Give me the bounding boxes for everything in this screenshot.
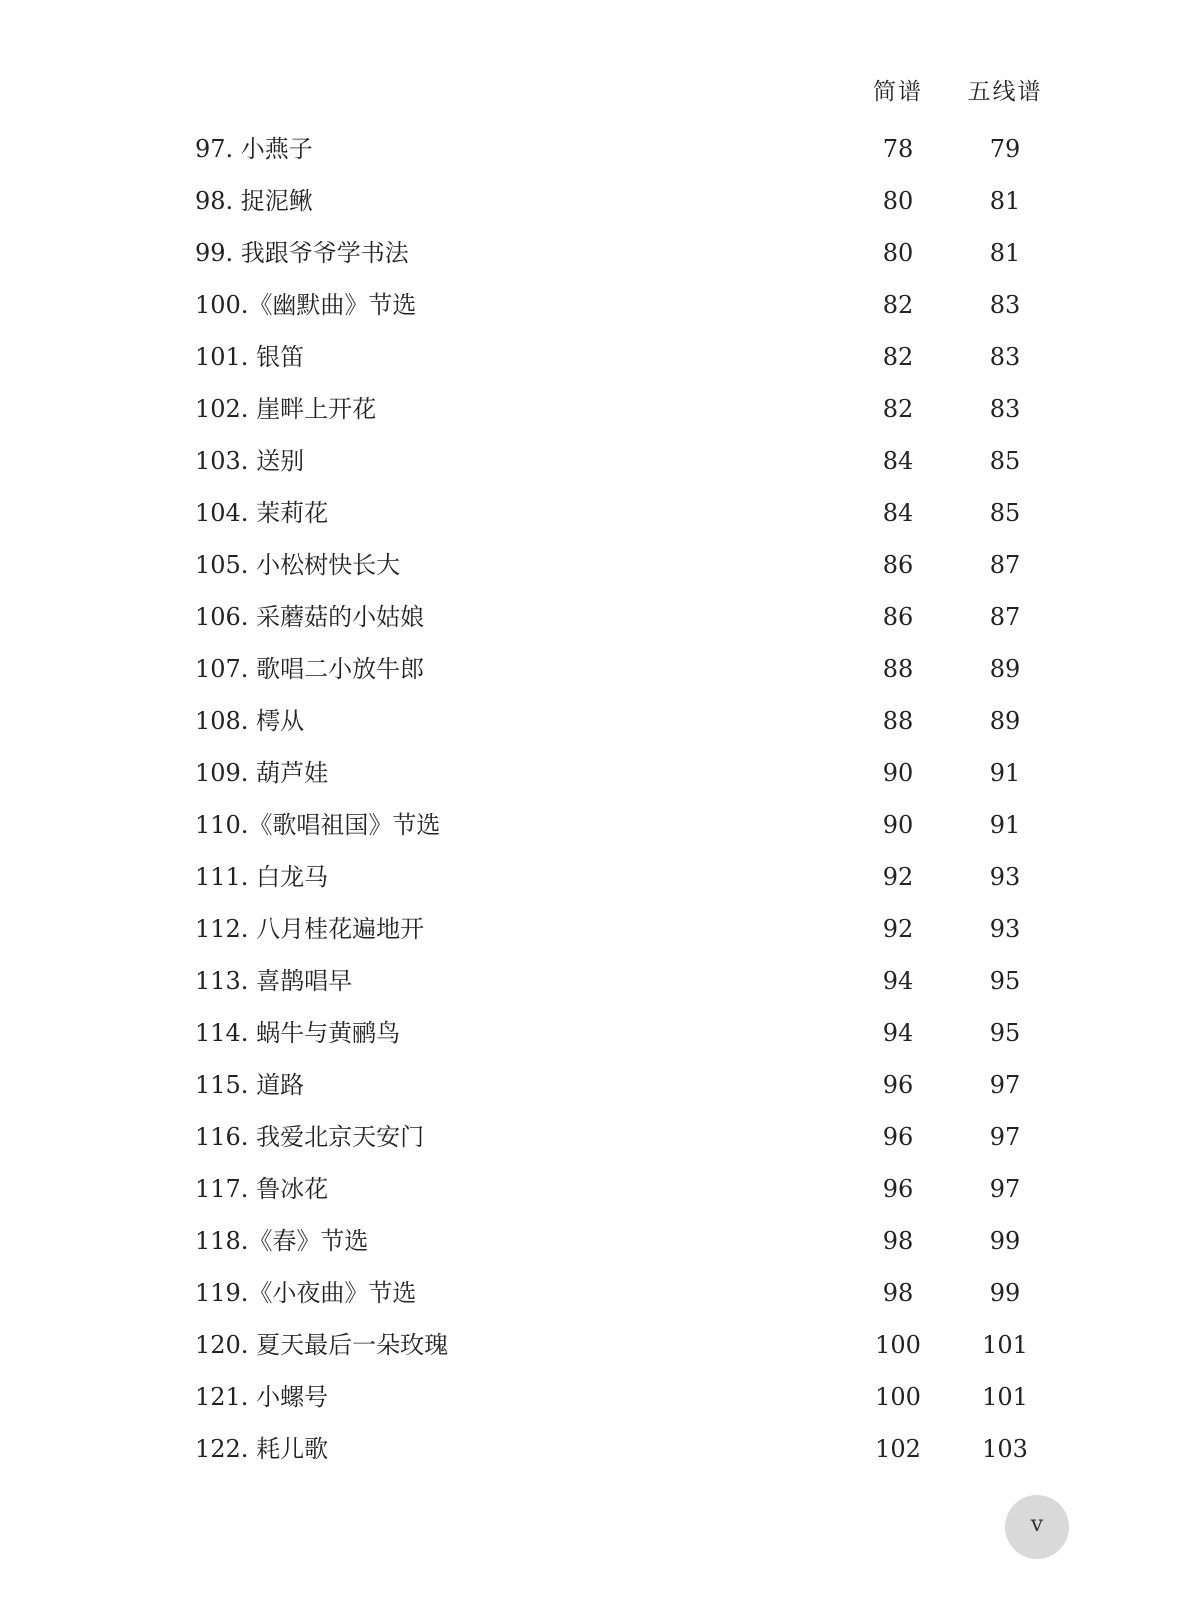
toc-entry[interactable] [0,1215,1179,1267]
toc-entry[interactable] [0,279,1179,331]
toc-entry-title: 106. 采蘑菇的小姑娘 [195,603,425,631]
toc-entry[interactable] [0,123,1179,175]
toc-entry-title: 109. 葫芦娃 [195,759,329,787]
toc-entry-jianpu-page: 92 [882,915,914,943]
toc-entry[interactable] [0,1007,1179,1059]
toc-entry-wuxianpu-page: 97 [989,1071,1021,1099]
toc-entry-jianpu-page: 100 [875,1331,921,1359]
toc-entry[interactable] [0,1319,1179,1371]
column-header [0,72,1179,112]
toc-entry-jianpu-page: 92 [882,863,914,891]
toc-entry-wuxianpu-page: 81 [989,239,1021,267]
header-wuxianpu: 五线谱 [967,79,1043,105]
toc-entry-title: 111. 白龙马 [195,863,329,891]
toc-entry-wuxianpu-page: 91 [989,811,1021,839]
toc-entry-wuxianpu-page: 101 [982,1383,1028,1411]
toc-entry-title: 100.《幽默曲》节选 [195,291,417,319]
toc-entry-title: 98. 捉泥鳅 [195,187,313,215]
toc-entry-jianpu-page: 94 [882,967,914,995]
toc-entry-title: 108. 樗从 [195,707,305,735]
toc-entry-wuxianpu-page: 93 [989,915,1021,943]
toc-entry-title: 119.《小夜曲》节选 [195,1279,417,1307]
toc-entry-title: 121. 小螺号 [195,1383,329,1411]
toc-entry-jianpu-page: 96 [882,1071,914,1099]
toc-entry-jianpu-page: 84 [882,499,914,527]
toc-entry-jianpu-page: 96 [882,1123,914,1151]
toc-entry-wuxianpu-page: 89 [989,707,1021,735]
toc-entry[interactable] [0,903,1179,955]
toc-entry-jianpu-page: 86 [882,603,914,631]
toc-entry[interactable] [0,1111,1179,1163]
toc-entry[interactable] [0,331,1179,383]
toc-entry-title: 102. 崖畔上开花 [195,395,377,423]
toc-entry-title: 105. 小松树快长大 [195,551,401,579]
toc-entry-wuxianpu-page: 101 [982,1331,1028,1359]
toc-entry-jianpu-page: 100 [875,1383,921,1411]
toc-entry-title: 104. 茉莉花 [195,499,329,527]
toc-entry[interactable] [0,1059,1179,1111]
toc-entry-jianpu-page: 96 [882,1175,914,1203]
toc-entry[interactable] [0,487,1179,539]
toc-entry-title: 117. 鲁冰花 [195,1175,329,1203]
toc-entry-wuxianpu-page: 83 [989,343,1021,371]
toc-entry-jianpu-page: 82 [882,343,914,371]
toc-entry-wuxianpu-page: 81 [989,187,1021,215]
toc-entry[interactable] [0,591,1179,643]
toc-entry-jianpu-page: 80 [882,239,914,267]
toc-entry[interactable] [0,1423,1179,1475]
toc-entry-wuxianpu-page: 89 [989,655,1021,683]
toc-entry[interactable] [0,435,1179,487]
toc-entry-wuxianpu-page: 97 [989,1123,1021,1151]
toc-entry[interactable] [0,851,1179,903]
toc-entry-wuxianpu-page: 83 [989,395,1021,423]
toc-entry-wuxianpu-page: 87 [989,603,1021,631]
toc-entry-wuxianpu-page: 85 [989,447,1021,475]
toc-entry-jianpu-page: 82 [882,395,914,423]
toc-entry-title: 112. 八月桂花遍地开 [195,915,425,943]
toc-entry[interactable] [0,1267,1179,1319]
toc-entry[interactable] [0,539,1179,591]
toc-list [0,123,1179,1475]
toc-entry-title: 116. 我爱北京天安门 [195,1123,425,1151]
toc-entry-wuxianpu-page: 99 [989,1279,1021,1307]
toc-entry[interactable] [0,747,1179,799]
toc-entry-jianpu-page: 88 [882,707,914,735]
toc-entry-wuxianpu-page: 95 [989,1019,1021,1047]
toc-entry-title: 122. 耗儿歌 [195,1435,329,1463]
toc-entry-title: 110.《歌唱祖国》节选 [195,811,441,839]
toc-entry-title: 114. 蜗牛与黄鹂鸟 [195,1019,401,1047]
toc-entry[interactable] [0,643,1179,695]
toc-entry-jianpu-page: 98 [882,1227,914,1255]
toc-entry-wuxianpu-page: 91 [989,759,1021,787]
toc-entry-jianpu-page: 88 [882,655,914,683]
toc-entry-jianpu-page: 98 [882,1279,914,1307]
toc-entry-title: 103. 送别 [195,447,305,475]
toc-entry-jianpu-page: 102 [875,1435,921,1463]
toc-entry[interactable] [0,175,1179,227]
toc-entry[interactable] [0,955,1179,1007]
toc-entry-wuxianpu-page: 93 [989,863,1021,891]
toc-entry-jianpu-page: 86 [882,551,914,579]
toc-entry-title: 115. 道路 [195,1071,305,1099]
toc-entry-wuxianpu-page: 99 [989,1227,1021,1255]
toc-entry-jianpu-page: 90 [882,759,914,787]
header-jianpu: 简谱 [873,79,923,105]
toc-entry-title: 99. 我跟爷爷学书法 [195,239,409,267]
toc-entry-title: 113. 喜鹊唱早 [195,967,353,995]
toc-entry-jianpu-page: 94 [882,1019,914,1047]
toc-entry-jianpu-page: 90 [882,811,914,839]
toc-entry-wuxianpu-page: 103 [982,1435,1028,1463]
toc-entry[interactable] [0,227,1179,279]
toc-entry-wuxianpu-page: 95 [989,967,1021,995]
toc-entry[interactable] [0,799,1179,851]
toc-entry[interactable] [0,383,1179,435]
toc-entry-wuxianpu-page: 83 [989,291,1021,319]
toc-entry-title: 118.《春》节选 [195,1227,369,1255]
toc-entry-wuxianpu-page: 97 [989,1175,1021,1203]
toc-entry[interactable] [0,1163,1179,1215]
page-number-badge: v [1005,1495,1069,1559]
toc-entry-jianpu-page: 78 [882,135,914,163]
toc-entry-wuxianpu-page: 79 [989,135,1021,163]
toc-entry-title: 120. 夏天最后一朵玫瑰 [195,1331,449,1359]
toc-entry-jianpu-page: 80 [882,187,914,215]
toc-entry-title: 107. 歌唱二小放牛郎 [195,655,425,683]
toc-entry-jianpu-page: 82 [882,291,914,319]
toc-entry-wuxianpu-page: 87 [989,551,1021,579]
toc-entry-jianpu-page: 84 [882,447,914,475]
toc-entry-wuxianpu-page: 85 [989,499,1021,527]
toc-entry-title: 101. 银笛 [195,343,305,371]
toc-entry[interactable] [0,1371,1179,1423]
toc-entry-title: 97. 小燕子 [195,135,313,163]
toc-entry[interactable] [0,695,1179,747]
